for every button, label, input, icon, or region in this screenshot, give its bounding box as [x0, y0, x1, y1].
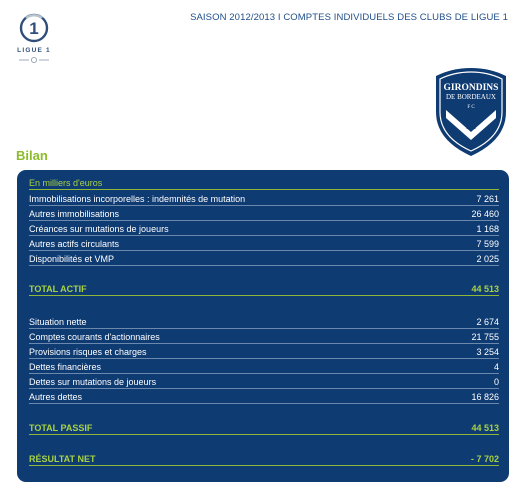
- row-label: Autres actifs circulants: [29, 239, 120, 249]
- row-value: 4: [493, 362, 499, 372]
- row-value: 7 261: [476, 194, 499, 204]
- row-label: Provisions risques et charges: [29, 347, 147, 357]
- bilan-panel: [17, 170, 509, 482]
- row-value: 0: [493, 377, 499, 387]
- row-value: 2 025: [476, 254, 499, 264]
- ligue1-logo-text: LIGUE 1: [17, 47, 51, 54]
- ligue1-ornament-icon: [19, 57, 49, 62]
- row-value: 2 674: [476, 317, 499, 327]
- unit-label: En milliers d'euros: [29, 178, 103, 188]
- row-value: 1 168: [476, 224, 499, 234]
- row-label: Situation nette: [29, 317, 87, 327]
- table-row: [29, 222, 499, 236]
- row-label: Créances sur mutations de joueurs: [29, 224, 169, 234]
- row-label: Comptes courants d'actionnaires: [29, 332, 160, 342]
- row-value: 21 755: [471, 332, 499, 342]
- document-title: SAISON 2012/2013 I COMPTES INDIVIDUELS DES CLUBS DE LIGUE 1: [190, 12, 508, 23]
- crest-name-line1: GIRONDINS: [443, 83, 499, 93]
- row-label: Immobilisations incorporelles : indemnités de mutation: [29, 194, 246, 204]
- resultat-net-label: RÉSULTAT NET: [29, 454, 96, 464]
- row-label: Dettes sur mutations de joueurs: [29, 377, 157, 387]
- total-actif-row: [29, 282, 499, 296]
- total-passif-label: TOTAL PASSIF: [29, 423, 93, 433]
- row-label: Autres dettes: [29, 392, 83, 402]
- resultat-net-row: [29, 452, 499, 466]
- table-row: [29, 375, 499, 389]
- unit-label-row: [29, 176, 499, 190]
- row-value: 16 826: [471, 392, 499, 402]
- total-actif-label: TOTAL ACTIF: [29, 284, 87, 294]
- svg-text:1: 1: [29, 19, 39, 38]
- row-label: Dettes financières: [29, 362, 102, 372]
- table-row: [29, 192, 499, 206]
- ligue1-ball-icon: [21, 15, 47, 41]
- row-value: 26 460: [471, 209, 499, 219]
- table-row: [29, 315, 499, 329]
- row-label: Autres immobilisations: [29, 209, 120, 219]
- crest-name-line2: DE BORDEAUX: [446, 93, 496, 101]
- total-passif-value: 44 513: [471, 423, 499, 433]
- section-title: Bilan: [16, 148, 48, 163]
- table-row: [29, 237, 499, 251]
- table-row: [29, 360, 499, 374]
- table-row: [29, 330, 499, 344]
- table-row: [29, 207, 499, 221]
- crest-year: 1881: [465, 125, 477, 130]
- row-value: 3 254: [476, 347, 499, 357]
- resultat-net-value: - 7 702: [470, 454, 499, 464]
- row-value: 7 599: [476, 239, 499, 249]
- table-row: [29, 252, 499, 266]
- row-label: Disponibilités et VMP: [29, 254, 115, 264]
- crest-letters: F C: [467, 105, 475, 110]
- table-row: [29, 390, 499, 404]
- club-crest: [432, 66, 510, 158]
- ligue1-logo: [12, 10, 56, 66]
- total-passif-row: [29, 421, 499, 435]
- table-row: [29, 345, 499, 359]
- total-actif-value: 44 513: [471, 284, 499, 294]
